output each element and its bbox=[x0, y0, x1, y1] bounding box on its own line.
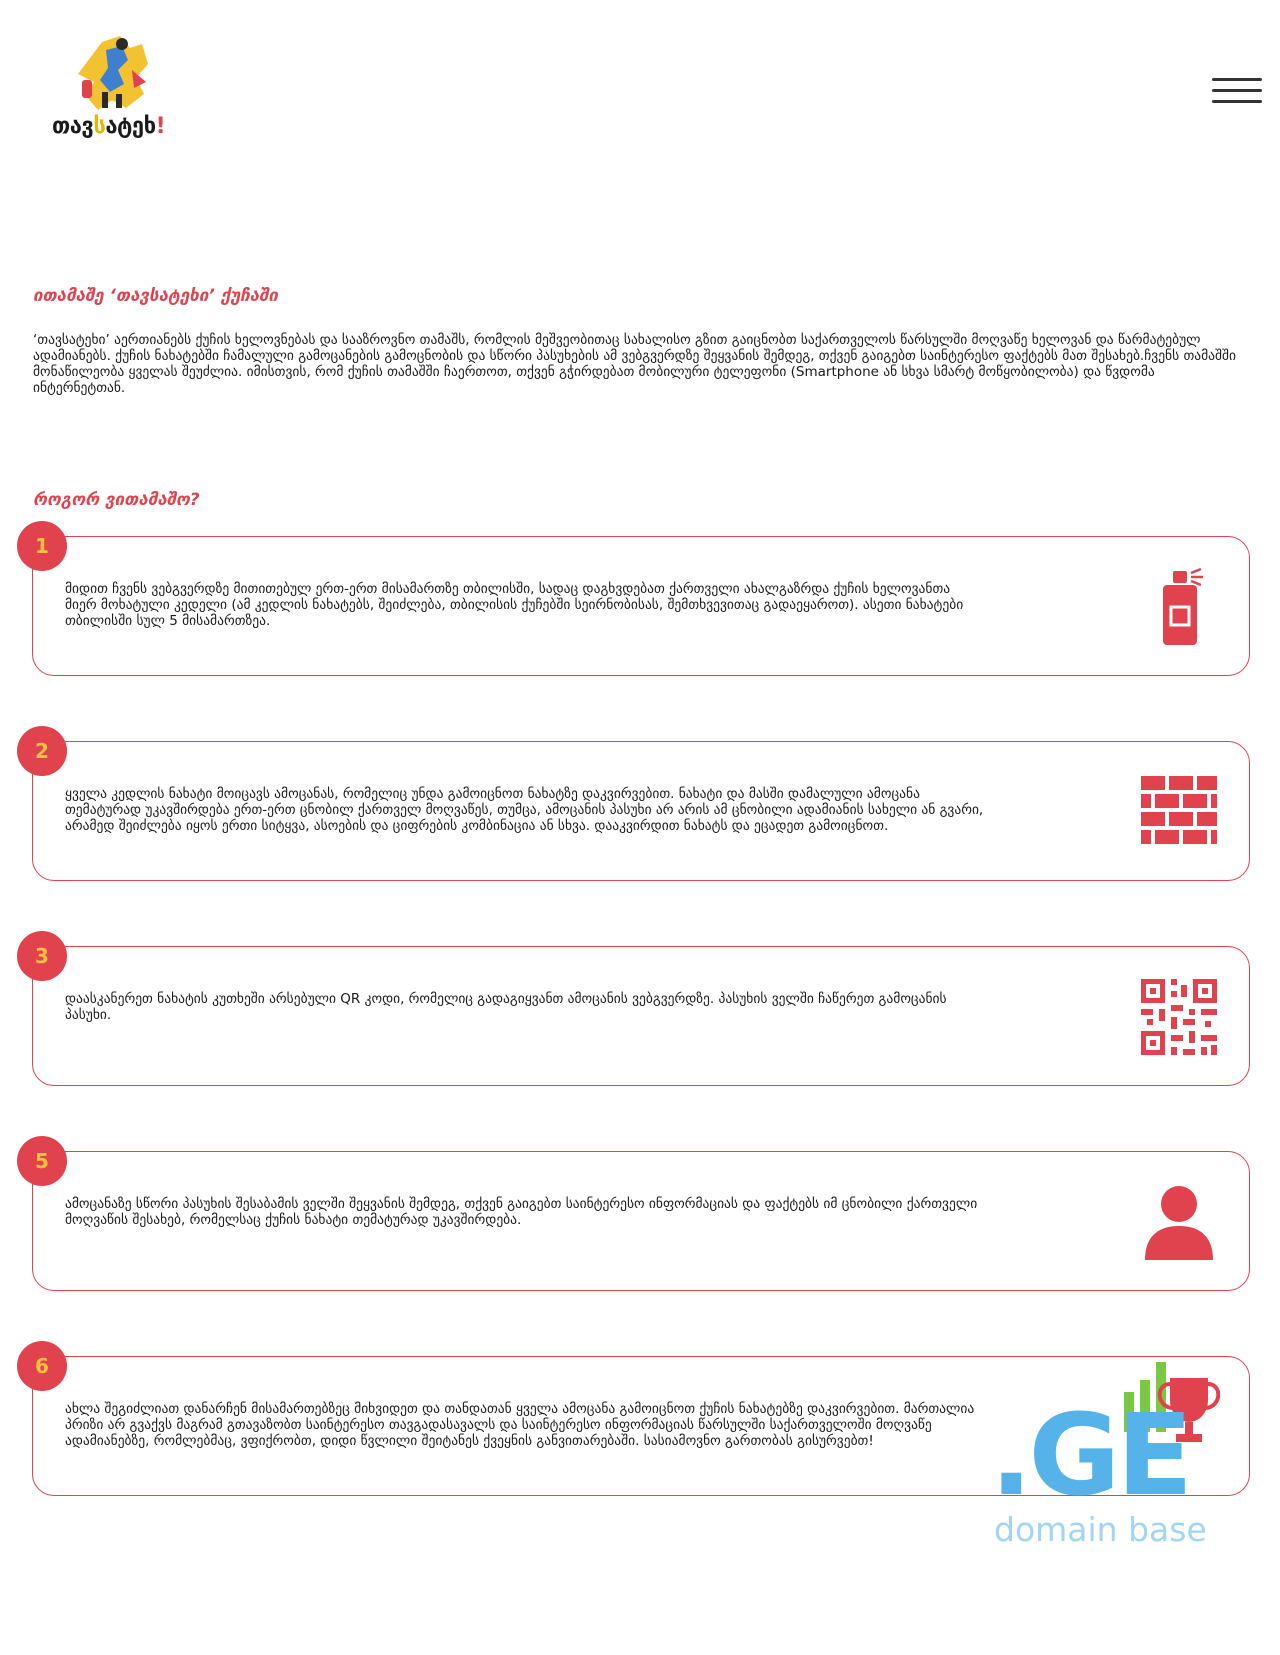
step-number-badge: 6 bbox=[17, 1341, 67, 1391]
spray-can-icon bbox=[1139, 565, 1219, 649]
user-icon bbox=[1139, 1180, 1219, 1264]
step-card bbox=[32, 536, 1250, 676]
logo-text: თავსატეხ! bbox=[52, 114, 166, 139]
step-text: ახლა შეგიძლიათ დანარჩენ მისამართებზეც მიხვიდეთ და თანდათან ყველა ამოცანა გამოიცნოთ ქუჩის ნახატებზე დაკვირვებით. მართალია პრიზი არ გვაქვს მაგრამ გთავაზობთ საინტერესო თავგადასავალს და საინტერესო ინფორმაციას წარსულში საქართველოში მოღვაწე ადამიანებზე, რომლებმაც, ვფიქრობთ, დიდი წვლილი შეიტანეს ქვეყნის განვითარებაში. სასიამოვნო გართობას გისურვებთ! bbox=[65, 1401, 975, 1449]
hamburger-menu-icon[interactable] bbox=[1212, 78, 1262, 106]
step-text: ყველა კედლის ნახატი მოიცავს ამოცანას, რომელიც უნდა გამოიცნოთ ნახატზე დაკვირვებით. ნახატი და მასში დამალული ამოცანა თემატურად უკავშირდება ერთ-ერთ ცნობილ ქართველ მოღვაწეს, თუმცა, ამოცანის პასუხი არ არის ამ ცნობილი ადამიანის სახელი ან გვარი, არამედ შეიძლება იყოს ერთი სიტყვა, ასოების და ციფრების კომბინაცია ან სხვა. დააკვირდით ნახატს და ეცადეთ გამოიცნოთ. bbox=[65, 786, 984, 834]
how-to-play-title: როგორ ვითამაშო? bbox=[33, 490, 200, 510]
step-number-badge: 3 bbox=[17, 931, 67, 981]
logo-illustration-icon bbox=[72, 34, 152, 112]
intro-title: ითამაშე ‘თავსატეხი’ ქუჩაში bbox=[33, 286, 278, 306]
step-number-badge: 2 bbox=[17, 726, 67, 776]
step-text: ამოცანაზე სწორი პასუხის შესაბამის ველში შეყვანის შემდეგ, თქვენ გაიგებთ საინტერესო ინფორმაციას და ფაქტებს იმ ცნობილი ქართველი მოღვაწის შესახებ, რომელსაც ქუჩის ნახატი თემატურად უკავშირდება. bbox=[65, 1196, 978, 1228]
step-card bbox=[32, 741, 1250, 881]
step-number-badge: 5 bbox=[17, 1136, 67, 1186]
step-text: დაასკანერეთ ნახატის კუთხეში არსებული QR კოდი, რომელიც გადაგიყვანთ ამოცანის ვებგვერდზე. პასუხის ველში ჩაწერეთ გამოცანის პასუხი. bbox=[65, 991, 947, 1023]
qr-code-icon bbox=[1139, 975, 1219, 1059]
watermark-subtitle: domain base bbox=[994, 1510, 1207, 1549]
step-card bbox=[32, 1151, 1250, 1291]
site-logo[interactable] bbox=[48, 34, 188, 144]
brick-wall-icon bbox=[1139, 770, 1219, 854]
step-number-badge: 1 bbox=[17, 521, 67, 571]
step-card bbox=[32, 946, 1250, 1086]
step-text: მიდით ჩვენს ვებგვერდზე მითითებულ ერთ-ერთ მისამართზე თბილისში, სადაც დაგხვდებათ ქართველი ახალგაზრდა ქუჩის ხელოვანთა მიერ მოხატული კედელი (ამ კედლის ნახატებს, შეიძლება, თბილისის ქუჩებში სეირნობისას, შემთხვევითაც გადაეყაროთ). ასეთი ნახატები თბილისში სულ 5 მისამართზეა. bbox=[65, 581, 964, 629]
domain-watermark bbox=[990, 1360, 1230, 1560]
intro-text: ‘თავსატეხი’ აერთიანებს ქუჩის ხელოვნებას და სააზროვნო თამაშს, რომლის მეშვეობითაც სახალისო გზით გაიცნობთ საქართველოს წარსულში მოღვაწე ხელოვან და წარმატებულ ადამიანებს. ქუჩის ნახატებში ჩამალული გამოცანების გამოცნობის და სწორი პასუხების ამ ვებგვერდზე შეყვანის შემდეგ, თქვენ გაიგებთ საინტერესო ფაქტებს მათ შესახებ.ჩვენს თამაშში მონაწილეობა ყველას შეუძლია. იმისთვის, რომ ქუჩის თამაშში ჩაერთოთ, თქვენ გჭირდებათ მობილური ტელეფონი (Smartphone ან სხვა სმარტ მოწყობილობა) და წვდომა ინტერნეტთან. bbox=[33, 332, 1236, 396]
watermark-brand: .GE bbox=[990, 1391, 1189, 1521]
